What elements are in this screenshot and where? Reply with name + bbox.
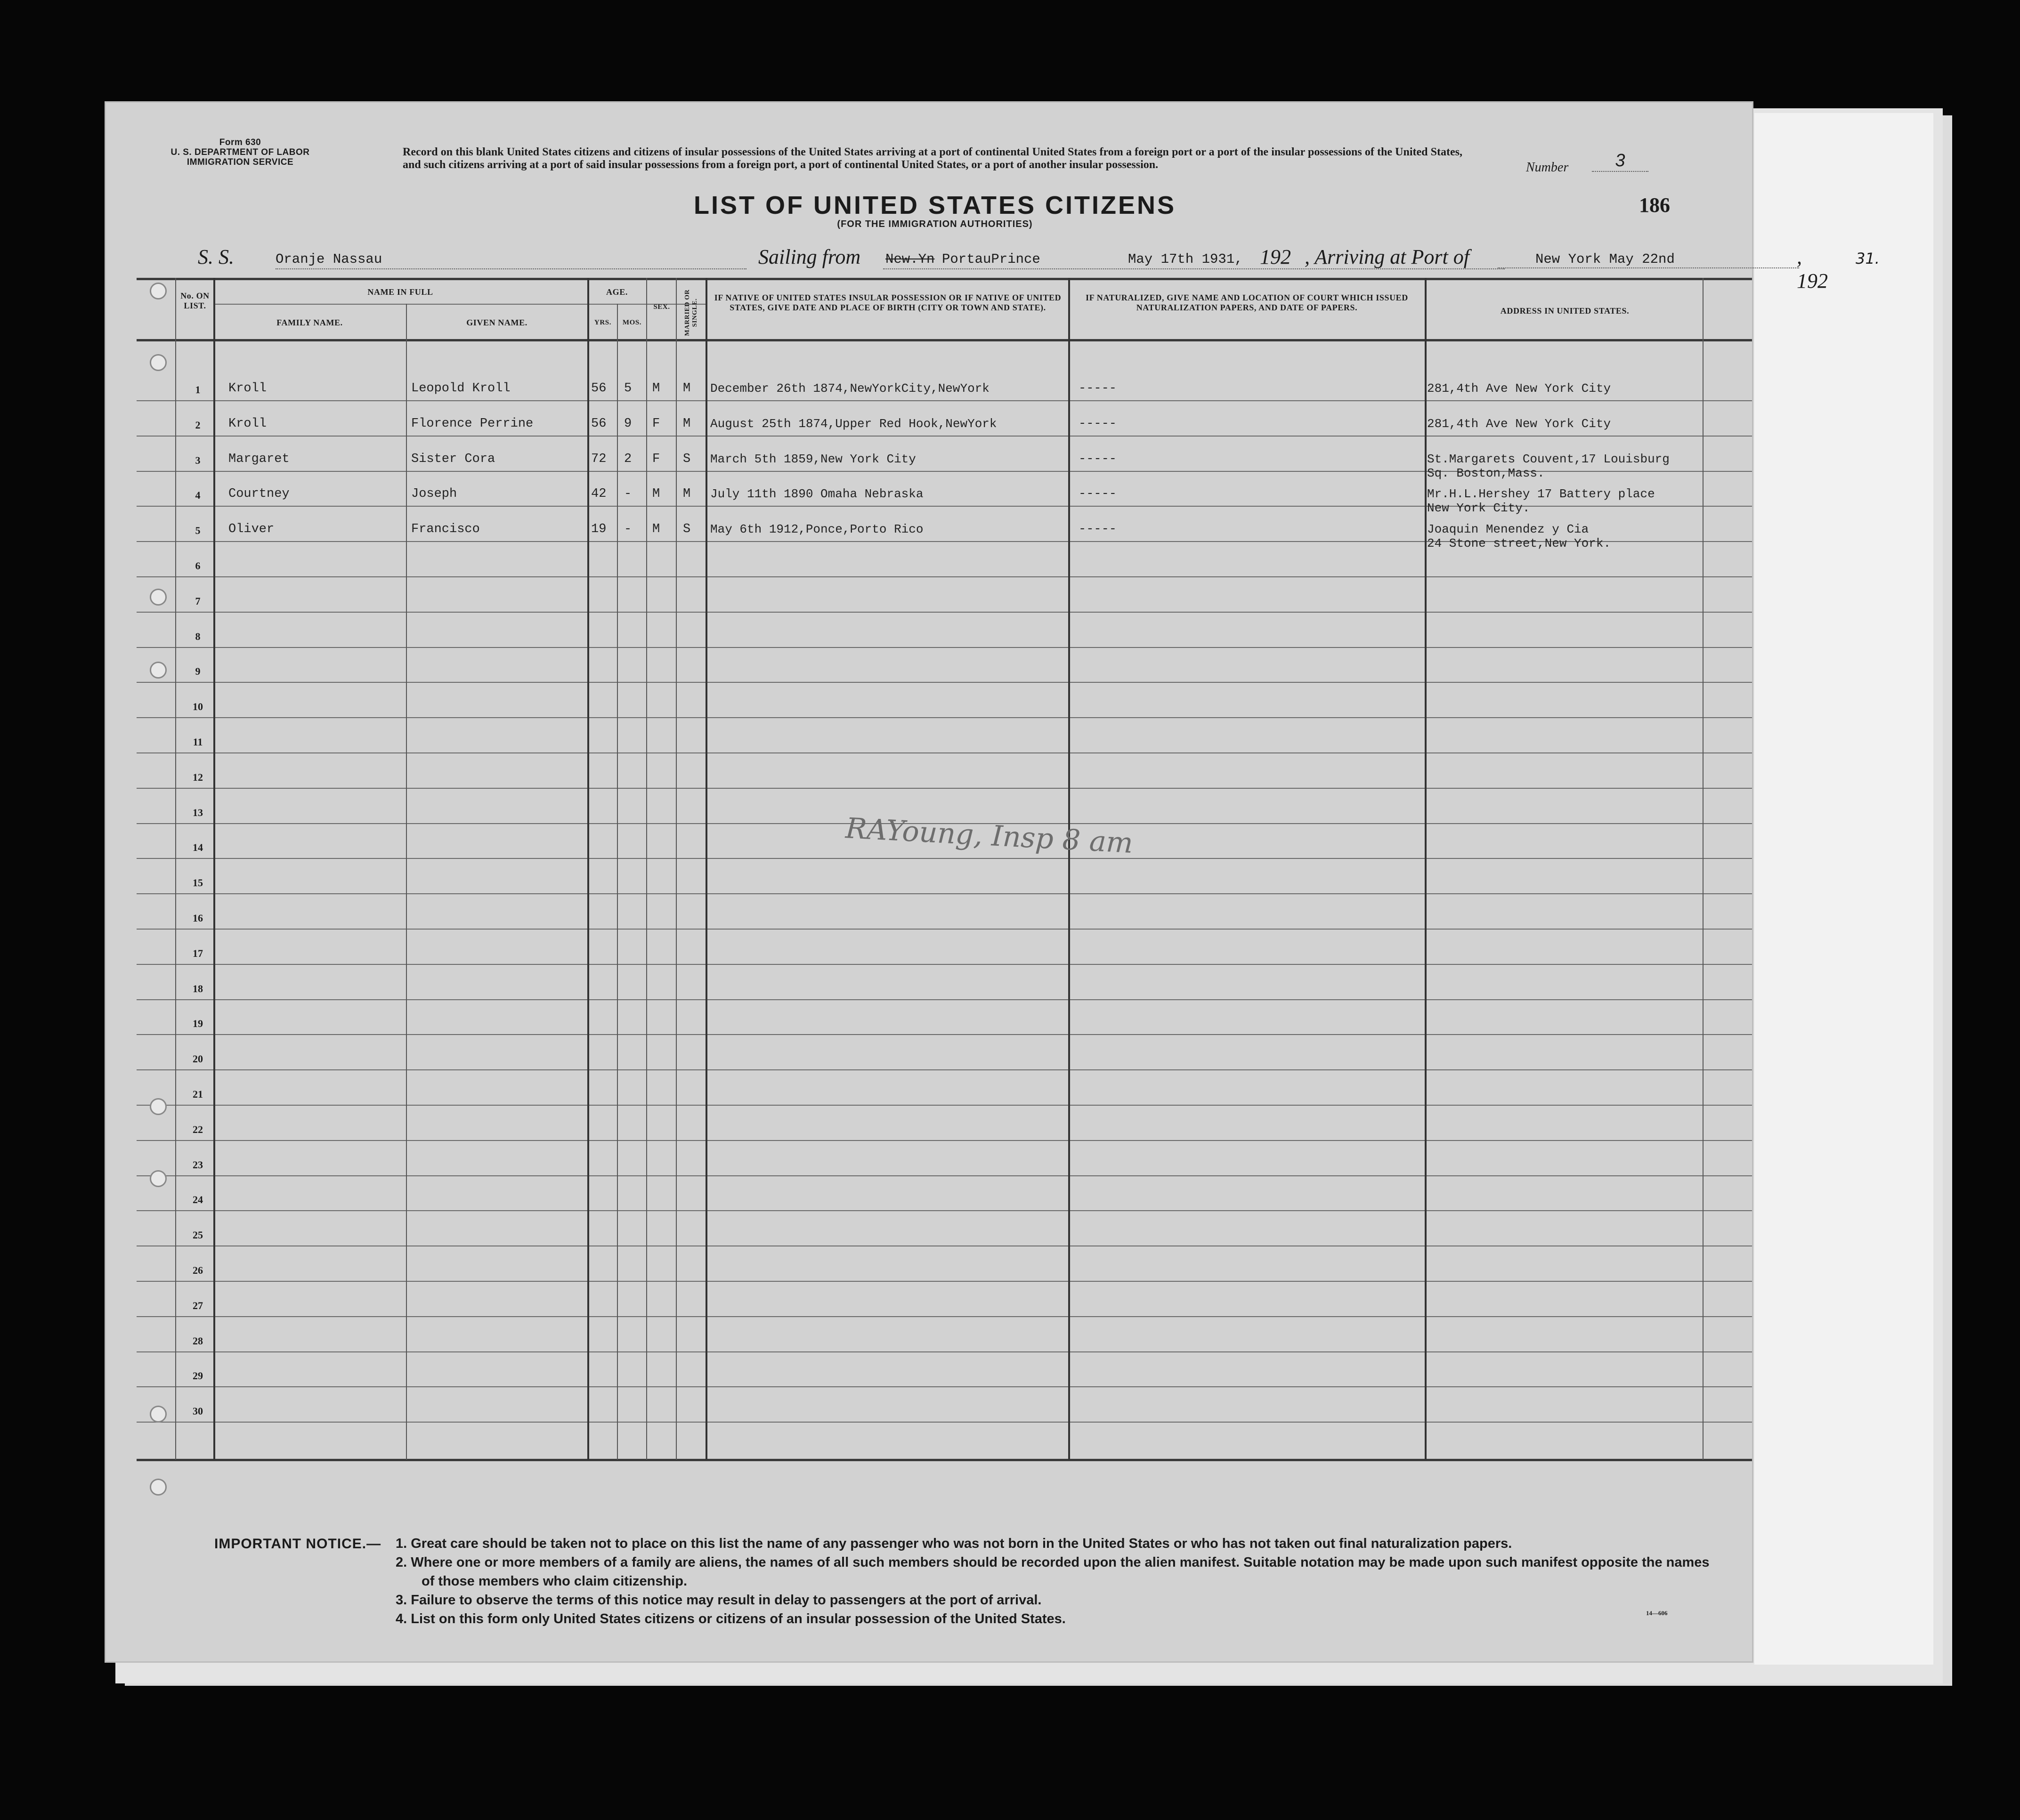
departure-port: PortauPrince [942,251,1040,267]
header-name-in-full: NAME IN FULL [367,287,433,297]
header-yrs: YRS. [594,319,612,326]
row-number: 24 [193,1194,203,1206]
entry-address1: 281,4th Ave New York City [1427,416,1611,431]
col-rule [213,278,215,1460]
row-rule [137,1422,1752,1423]
entry-yrs: 56 [591,381,607,396]
row-rule [137,1281,1752,1282]
row-number: 19 [193,1018,203,1030]
sailing-label [758,245,860,269]
arrival-year-print: , 192 [1797,245,1828,292]
entry-address1: Mr.H.L.Hershey 17 Battery place [1427,487,1655,502]
row-rule [137,1034,1752,1035]
entry-address2: Sq. Boston,Mass. [1427,466,1545,480]
entry-sex: F [652,452,660,466]
background-page-edge [1754,113,1933,1665]
service-name: IMMIGRATION SERVICE [187,157,294,167]
ship-name: Oranje Nassau [276,251,746,269]
punch-hole [150,1406,167,1423]
header-naturalized: IF NATURALIZED, GIVE NAME AND LOCATION OF COURT WHICH ISSUED NATURALIZATION PAPERS, AND DATE OF PAPERS. [1086,293,1408,312]
punch-hole [150,1170,167,1187]
entry-mos: 5 [624,381,632,396]
col-rule [706,278,707,1460]
row-rule [137,893,1752,894]
punch-hole [150,354,167,371]
entry-sex: M [652,381,660,396]
header-mos: MOS. [622,319,642,326]
year-prefix: 192 [1260,245,1291,268]
entry-naturalized: ----- [1079,416,1117,431]
row-rule [137,929,1752,930]
row-rule [137,400,1752,401]
punch-hole [150,1479,167,1496]
col-rule [175,278,176,1460]
print-code: 14—606 [1646,1610,1668,1617]
entry-sex: F [652,416,660,431]
entry-naturalized: ----- [1079,487,1117,502]
notice-heading: IMPORTANT NOTICE.— [214,1536,381,1552]
row-rule [137,752,1752,753]
row-number: 3 [195,454,201,466]
entry-sex: M [652,522,660,537]
row-number: 21 [193,1088,203,1100]
row-number: 5 [195,525,201,537]
sailing-label-text: Sailing from [758,245,861,268]
list-number: 3 [1592,151,1648,172]
entry-given: Leopold Kroll [411,381,511,396]
entry-given: Francisco [411,522,480,537]
row-number: 27 [193,1299,203,1311]
row-rule [137,1351,1752,1352]
entry-family: Margaret [228,452,290,466]
entry-mos: - [624,522,632,537]
entry-married: M [683,381,691,396]
entry-married: M [683,416,691,431]
departure-date: May 17th 1931, [1128,251,1243,267]
row-number: 7 [195,595,201,607]
row-number: 16 [193,912,203,924]
row-rule [137,1316,1752,1317]
arrival-year-handwritten: 31. [1856,250,1880,267]
entry-family: Oliver [228,522,275,537]
col-rule [617,304,618,1460]
row-number: 11 [193,736,203,748]
entry-birth: August 25th 1874,Upper Red Hook,NewYork [710,416,997,431]
notice-item: 3. Failure to observe the terms of this notice may result in delay to passengers at the port of arrival. [396,1593,1042,1608]
row-number: 12 [193,771,203,783]
col-rule [1068,278,1070,1460]
form-number: Form 630 [219,138,261,147]
ss-label: S. S. [198,245,234,268]
row-rule [137,612,1752,613]
header-family-name: FAMILY NAME. [276,318,343,327]
row-rule [137,1105,1752,1106]
header-birth: IF NATIVE OF UNITED STATES INSULAR POSSESSION OR IF NATIVE OF UNITED STATES, GIVE DATE AND PLACE OF BIRTH (CITY OR TOWN AND STATE). [714,293,1062,312]
entry-address1: Joaquin Menendez y Cia [1427,522,1589,537]
row-number: 23 [193,1158,203,1171]
page-number: 186 [1639,194,1670,217]
row-number: 13 [193,806,203,818]
col-rule [1703,278,1704,1460]
header-bottom-rule [137,339,1752,341]
row-number: 26 [193,1264,203,1276]
entry-mos: 9 [624,416,632,431]
arriving-label: , Arriving at Port of [1305,245,1469,268]
row-rule [137,436,1752,437]
entry-married: S [683,452,691,466]
struck-port [885,251,934,268]
entry-yrs: 42 [591,487,607,502]
entry-address2: New York City. [1427,501,1530,516]
entry-naturalized: ----- [1079,381,1117,396]
number-label: Number [1526,160,1569,175]
entry-given: Florence Perrine [411,416,534,431]
entry-address1: 281,4th Ave New York City [1427,381,1611,396]
entry-naturalized: ----- [1079,522,1117,537]
entry-mos: 2 [624,452,632,466]
row-rule [137,964,1752,965]
entry-married: M [683,487,691,502]
row-number: 17 [193,947,203,959]
notice-item: 4. List on this form only United States citizens or citizens of an insular possession of the United States. [396,1611,1066,1626]
entry-family: Kroll [228,381,267,396]
col-rule [646,278,647,1460]
header-given-name: GIVEN NAME. [466,318,527,327]
row-number: 1 [195,384,201,396]
name-age-subrule [214,304,706,305]
row-number: 28 [193,1335,203,1347]
entry-address1: St.Margarets Couvent,17 Louisburg [1427,452,1670,466]
row-rule [137,858,1752,859]
notice-item: 1. Great care should be taken not to place on this list the name of any passenger who was not born in the United States or who has not taken out final naturalization papers. [396,1536,1512,1551]
notice-list [396,1534,1710,1628]
entry-naturalized: ----- [1079,452,1117,466]
header-age: AGE. [606,287,628,297]
entry-birth: March 5th 1859,New York City [710,452,916,466]
row-number: 2 [195,419,201,431]
col-rule [406,304,407,1460]
form-identifier [170,138,311,167]
row-rule [137,1175,1752,1176]
page-title: LIST OF UNITED STATES CITIZENS [694,191,1176,219]
entry-birth: May 6th 1912,Ponce,Porto Rico [710,522,924,537]
row-number: 10 [193,701,203,713]
entry-family: Courtney [228,487,290,502]
entry-yrs: 72 [591,452,607,466]
row-number: 9 [195,665,201,678]
row-rule [137,682,1752,683]
row-rule [137,1210,1752,1211]
punch-hole [150,662,167,679]
col-rule [676,278,677,1460]
row-number: 8 [195,630,201,642]
header-address: ADDRESS IN UNITED STATES. [1500,306,1630,315]
entry-yrs: 56 [591,416,607,431]
entry-given: Sister Cora [411,452,495,466]
table-top-rule [137,278,1752,280]
notice-item: 2. Where one or more members of a family are aliens, the names of all such members should be recorded upon the alien manifest. Suitable notation may be made upon such manifest opposite the names of those members who claim citizenship. [396,1555,1710,1589]
row-rule [137,999,1752,1000]
row-rule [137,647,1752,648]
table-bottom-rule [137,1459,1752,1461]
citizens-table [137,278,1752,1472]
row-number: 4 [195,489,201,502]
record-instructions: Record on this blank United States citizens and citizens of insular possessions of the United States arriving at a port of continental United States from a foreign port or a port of the insular possessions of the United States, and such citizens arriving at a port of said insular possessions from a foreign port, a port of continental United States, or a port of another insular possession. [403,146,1462,171]
punch-hole [150,589,167,606]
row-number: 22 [193,1123,203,1135]
row-rule [137,1069,1752,1070]
row-rule [137,1386,1752,1387]
row-rule [137,717,1752,718]
entry-sex: M [652,487,660,502]
row-rule [137,1140,1752,1141]
struck-port-text: New.Yn [885,251,935,267]
arrival-port-date: New York May 22nd [1498,251,1799,268]
punch-hole [150,1098,167,1115]
col-rule [587,278,589,1460]
header-no-on-list: No. ON LIST. [180,291,210,310]
entry-given: Joseph [411,487,457,502]
punch-hole [150,283,167,299]
row-number: 15 [193,877,203,889]
row-number: 30 [193,1405,203,1417]
entry-birth: July 11th 1890 Omaha Nebraska [710,487,924,502]
department-name: U. S. DEPARTMENT OF LABOR [170,147,310,157]
row-rule [137,788,1752,789]
entry-family: Kroll [228,416,267,431]
row-number: 25 [193,1229,203,1241]
row-number: 6 [195,560,201,572]
entry-married: S [683,522,691,537]
inspector-signature: RAYoung, Insp 8 am [844,812,1134,860]
row-number: 14 [193,841,203,854]
entry-mos: - [624,487,632,502]
header-sex: SEX. [653,303,670,311]
entry-birth: December 26th 1874,NewYorkCity,NewYork [710,381,990,396]
page-subtitle: (FOR THE IMMIGRATION AUTHORITIES) [837,219,1033,229]
row-number: 18 [193,982,203,995]
header-married-single: MARRIED OR SINGLE. [684,289,698,336]
entry-yrs: 19 [591,522,607,537]
col-rule [1425,278,1427,1460]
row-rule [137,576,1752,577]
row-number: 20 [193,1053,203,1065]
entry-address2: 24 Stone street,New York. [1427,536,1611,551]
row-number: 29 [193,1370,203,1382]
